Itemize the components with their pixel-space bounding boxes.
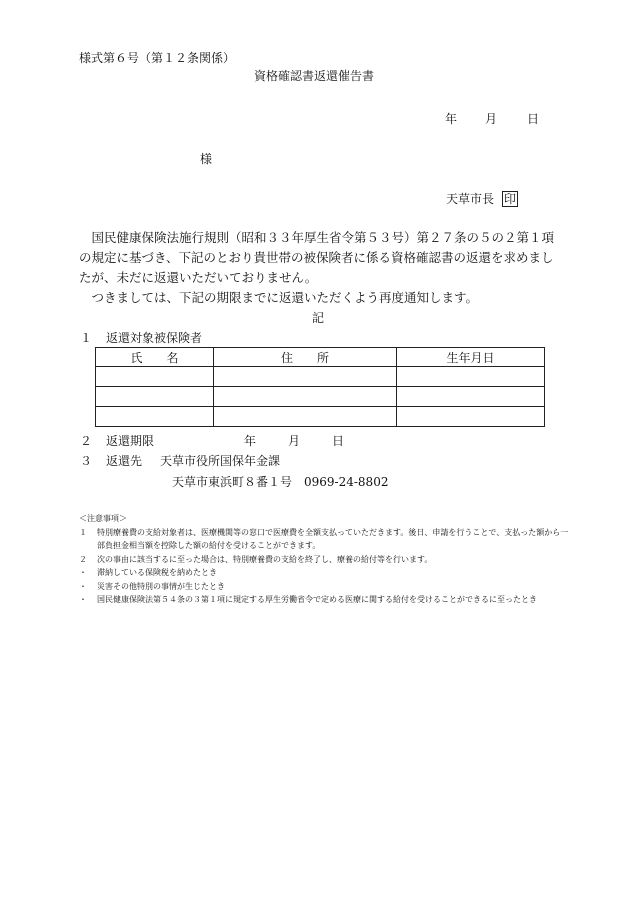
note-item — [79, 526, 569, 553]
date-day-label: 日 — [527, 112, 540, 126]
note-mark: ２ — [79, 554, 87, 564]
name-cell — [96, 407, 214, 427]
address-cell — [214, 367, 397, 387]
item-1 — [80, 329, 202, 346]
note-item — [79, 566, 569, 580]
document-title: 資格確認書返還催告書 — [254, 69, 375, 83]
note-text: 国民健康保険法第５４条の３第１項に規定する厚生労働省令で定める医療に関する給付を受けることができるに至ったとき — [97, 595, 537, 604]
note-text: 特別療養費の支給対象者は、医療機関等の窓口で医療費を全額支払っていただきます。後日、申請を行うことで、支払った額から一部負担金相当額を控除した額の給付を受けることができます。 — [97, 527, 569, 550]
table-row — [96, 367, 545, 387]
item-1-number: １ — [80, 331, 93, 345]
item-1-label: 返還対象被保険者 — [106, 331, 203, 345]
header-name: 氏 名 — [96, 348, 214, 367]
birthdate-cell — [397, 387, 545, 407]
date-month-label: 月 — [485, 112, 498, 126]
body-paragraph-2: つきましては、下記の期限までに返還いただくよう再度通知します。 — [91, 290, 479, 305]
item-3 — [80, 452, 280, 469]
address-cell — [214, 387, 397, 407]
item-3-number: ３ — [80, 454, 93, 468]
seal-mark: 印 — [504, 192, 517, 206]
item-3-label: 返還先 — [106, 454, 143, 468]
deadline-month-label: 月 — [288, 434, 301, 448]
birthdate-cell — [397, 407, 545, 427]
note-text: 災害その他特別の事情が生じたとき — [97, 581, 225, 591]
item-2 — [80, 432, 344, 449]
table-row — [96, 407, 545, 427]
note-mark: ・ — [79, 595, 87, 604]
notes — [79, 512, 569, 607]
note-mark: １ — [79, 527, 87, 537]
form-number: 様式第６号（第１２条関係） — [79, 51, 236, 65]
note-mark: ・ — [79, 568, 87, 577]
return-address: 天草市東浜町８番１号 0969-24-8802 — [172, 475, 389, 489]
name-cell — [96, 387, 214, 407]
body-paragraph-1: 国民健康保険法施行規則（昭和３３年厚生省令第５３号）第２７条の５の２第１項の規定に基づき、下記のとおり貴世帯の被保険者に係る資格確認書の返還を求めましたが、未だに返還いただいておりません。 — [79, 230, 555, 285]
address-cell — [214, 407, 397, 427]
item-2-label: 返還期限 — [106, 434, 155, 448]
birthdate-cell — [397, 367, 545, 387]
issuer — [446, 190, 518, 207]
note-item — [79, 580, 569, 594]
note-text: 次の事由に該当するに至った場合は、特別療養費の支給を終了し、療養の給付等を行います。 — [97, 554, 433, 564]
table-row — [96, 387, 545, 407]
body-text — [79, 228, 559, 308]
notes-heading: ＜注意事項＞ — [79, 514, 127, 523]
note-mark: ・ — [79, 581, 87, 591]
note-item — [79, 593, 569, 607]
deadline-day-label: 日 — [332, 434, 345, 448]
ki-heading: 記 — [312, 311, 325, 325]
return-office: 天草市役所国保年金課 — [160, 454, 281, 468]
table-header-row — [96, 348, 545, 367]
name-cell — [96, 367, 214, 387]
deadline-year-label: 年 — [244, 434, 257, 448]
header-birthdate: 生年月日 — [397, 348, 545, 367]
note-item — [79, 553, 569, 567]
header-address: 住 所 — [214, 348, 397, 367]
item-2-number: ２ — [80, 434, 93, 448]
note-text: 滞納している保険税を納めたとき — [97, 568, 217, 577]
addressee-suffix: 様 — [200, 152, 213, 166]
date-year-label: 年 — [445, 112, 458, 126]
insured-table — [95, 347, 545, 427]
issuer-name: 天草市長 — [446, 192, 495, 206]
